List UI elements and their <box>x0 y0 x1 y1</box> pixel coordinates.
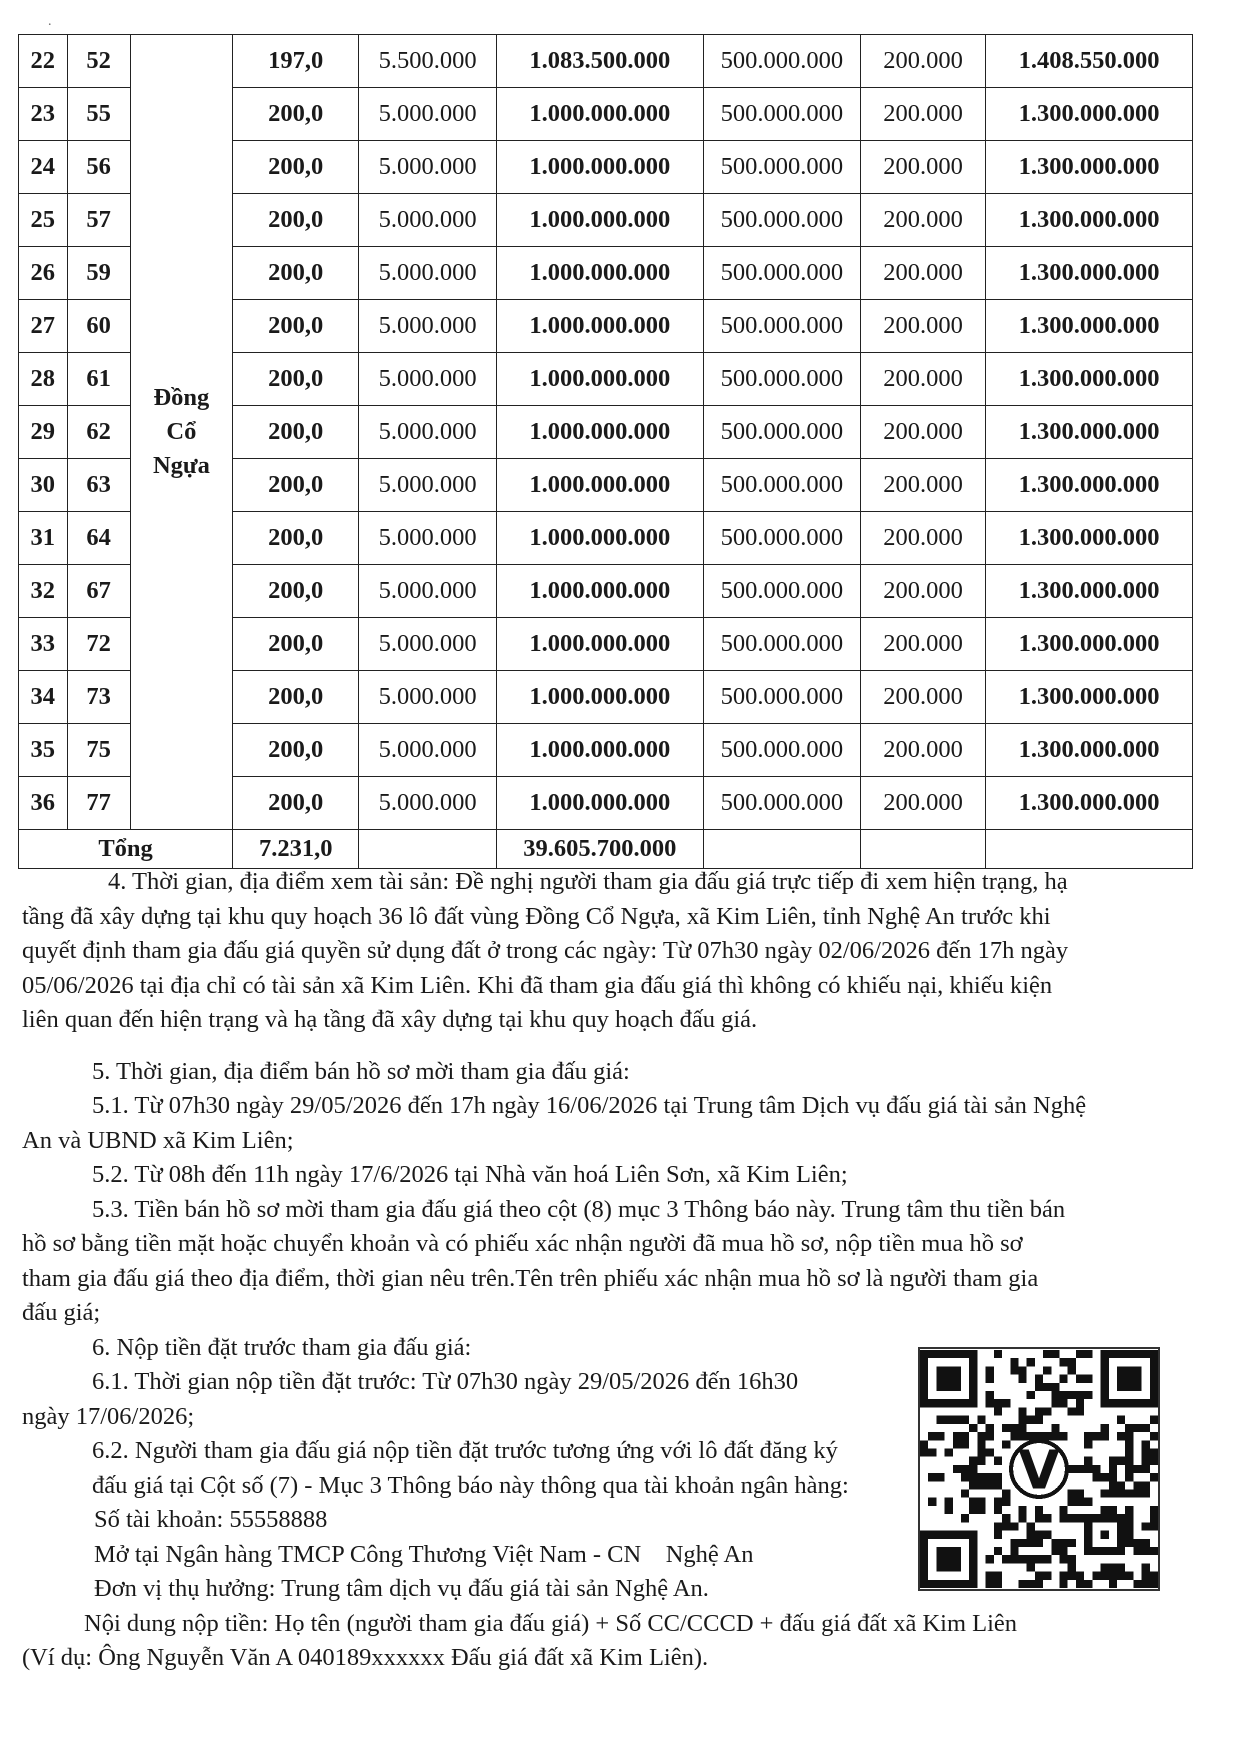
start-price: 1.000.000.000 <box>496 406 703 459</box>
lot-number: 73 <box>67 671 130 724</box>
lot-area: 200,0 <box>233 88 359 141</box>
deposit-amount: 500.000.000 <box>703 618 860 671</box>
deposit-amount: 500.000.000 <box>703 777 860 830</box>
row-number: 24 <box>19 141 68 194</box>
lot-number: 60 <box>67 300 130 353</box>
bank-name-suffix: Nghệ An <box>665 1540 754 1568</box>
dossier-fee: 200.000 <box>860 353 985 406</box>
section-5 <box>0 1055 1238 1331</box>
deposit-amount: 500.000.000 <box>703 88 860 141</box>
row-number: 28 <box>19 353 68 406</box>
beneficiary: Đơn vị thụ hưởng: Trung tâm dịch vụ đấu giá tài sản Nghệ An. <box>94 1575 709 1602</box>
lot-area: 200,0 <box>233 247 359 300</box>
lot-number: 59 <box>67 247 130 300</box>
unit-price: 5.000.000 <box>359 194 497 247</box>
start-price: 1.000.000.000 <box>496 300 703 353</box>
row-number: 27 <box>19 300 68 353</box>
lot-number: 52 <box>67 35 130 88</box>
section-4 <box>0 865 1238 1038</box>
start-price: 1.000.000.000 <box>496 777 703 830</box>
unit-price: 5.000.000 <box>359 512 497 565</box>
lot-area: 200,0 <box>233 565 359 618</box>
lot-area: 197,0 <box>233 35 359 88</box>
total-amount: 1.300.000.000 <box>986 194 1193 247</box>
lot-area: 200,0 <box>233 512 359 565</box>
dossier-fee: 200.000 <box>860 35 985 88</box>
total-amount: 1.300.000.000 <box>986 353 1193 406</box>
bank-name-prefix: Mở tại Ngân hàng TMCP Công Thương Việt Nam - CN <box>94 1540 642 1568</box>
start-price: 1.000.000.000 <box>496 565 703 618</box>
total-amount: 1.300.000.000 <box>986 671 1193 724</box>
total-label: Tổng <box>19 830 233 869</box>
deposit-amount: 500.000.000 <box>703 247 860 300</box>
start-price: 1.000.000.000 <box>496 353 703 406</box>
total-amount: 1.300.000.000 <box>986 406 1193 459</box>
lot-number: 57 <box>67 194 130 247</box>
lot-number: 62 <box>67 406 130 459</box>
lot-number: 77 <box>67 777 130 830</box>
start-price: 1.000.000.000 <box>496 141 703 194</box>
unit-price: 5.000.000 <box>359 88 497 141</box>
section6-1-line: 6.1. Thời gian nộp tiền đặt trước: Từ 07h30 ngày 29/05/2026 đến 16h30 <box>92 1368 799 1395</box>
dossier-fee: 200.000 <box>860 671 985 724</box>
total-amount: 1.300.000.000 <box>986 512 1193 565</box>
section6-1-line: ngày 17/06/2026; <box>22 1402 195 1430</box>
lot-number: 55 <box>67 88 130 141</box>
unit-price: 5.000.000 <box>359 459 497 512</box>
row-number: 23 <box>19 88 68 141</box>
lot-area: 200,0 <box>233 777 359 830</box>
total-amount: 1.300.000.000 <box>986 724 1193 777</box>
section4-line: 05/06/2026 tại địa chỉ có tài sản xã Kim Liên. Khi đã tham gia đấu giá thì không có khiếu nại, khiếu kiện <box>22 971 1053 999</box>
section5-3-line: tham gia đấu giá theo địa điểm, thời gian nêu trên.Tên trên phiếu xác nhận mua hồ sơ là người tham gia <box>22 1264 1039 1292</box>
lot-number: 67 <box>67 565 130 618</box>
section6-2-line: 6.2. Người tham gia đấu giá nộp tiền đặt trước tương ứng với lô đất đăng ký <box>92 1437 838 1464</box>
section5-2-line: 5.2. Từ 08h đến 11h ngày 17/6/2026 tại Nhà văn hoá Liên Sơn, xã Kim Liên; <box>92 1161 848 1188</box>
row-number: 30 <box>19 459 68 512</box>
unit-price: 5.000.000 <box>359 777 497 830</box>
total-amount: 1.300.000.000 <box>986 618 1193 671</box>
scan-mark: . <box>48 14 52 29</box>
start-price: 1.000.000.000 <box>496 247 703 300</box>
qr-code-graphic <box>920 1349 1158 1589</box>
start-price: 1.000.000.000 <box>496 618 703 671</box>
total-amount: 1.300.000.000 <box>986 565 1193 618</box>
lot-area: 200,0 <box>233 671 359 724</box>
total-row <box>19 830 1193 869</box>
payment-content-line: Nội dung nộp tiền: Họ tên (người tham gia đấu giá) + Số CC/CCCD + đấu giá đất xã Kim Liên <box>84 1609 1018 1637</box>
lot-number: 75 <box>67 724 130 777</box>
deposit-amount: 500.000.000 <box>703 141 860 194</box>
qr-logo-letter: V <box>1018 1438 1060 1502</box>
total-amount: 1.300.000.000 <box>986 300 1193 353</box>
section5-3-line: đấu giá; <box>22 1299 101 1326</box>
deposit-amount: 500.000.000 <box>703 459 860 512</box>
dossier-fee: 200.000 <box>860 406 985 459</box>
dossier-fee: 200.000 <box>860 618 985 671</box>
total-amount: 1.300.000.000 <box>986 777 1193 830</box>
lot-area: 200,0 <box>233 406 359 459</box>
area-name-cell <box>130 35 232 830</box>
unit-price: 5.500.000 <box>359 35 497 88</box>
lot-area: 200,0 <box>233 618 359 671</box>
deposit-amount: 500.000.000 <box>703 353 860 406</box>
total-amount: 1.300.000.000 <box>986 141 1193 194</box>
total-amount: 1.300.000.000 <box>986 459 1193 512</box>
lot-number: 72 <box>67 618 130 671</box>
lot-area: 200,0 <box>233 724 359 777</box>
start-price: 1.000.000.000 <box>496 724 703 777</box>
dossier-fee: 200.000 <box>860 777 985 830</box>
dossier-fee: 200.000 <box>860 300 985 353</box>
lot-number: 64 <box>67 512 130 565</box>
start-price: 1.083.500.000 <box>496 35 703 88</box>
section5-3-line: hồ sơ bằng tiền mặt hoặc chuyển khoản và có phiếu xác nhận người đã mua hồ sơ, nộp tiền mua hồ sơ <box>22 1230 1023 1257</box>
unit-price: 5.000.000 <box>359 671 497 724</box>
unit-price: 5.000.000 <box>359 300 497 353</box>
row-number: 34 <box>19 671 68 724</box>
payment-content-line: (Ví dụ: Ông Nguyễn Văn A 040189xxxxxx Đấu giá đất xã Kim Liên). <box>22 1644 709 1671</box>
start-price: 1.000.000.000 <box>496 459 703 512</box>
unit-price: 5.000.000 <box>359 618 497 671</box>
lot-area: 200,0 <box>233 459 359 512</box>
total-empty-cell <box>703 830 860 869</box>
dossier-fee: 200.000 <box>860 88 985 141</box>
total-amount: 1.300.000.000 <box>986 88 1193 141</box>
start-price: 1.000.000.000 <box>496 88 703 141</box>
lot-area: 200,0 <box>233 141 359 194</box>
section6-heading: 6. Nộp tiền đặt trước tham gia đấu giá: <box>92 1333 472 1361</box>
total-empty-cell <box>860 830 985 869</box>
deposit-amount: 500.000.000 <box>703 406 860 459</box>
unit-price: 5.000.000 <box>359 724 497 777</box>
lot-area: 200,0 <box>233 300 359 353</box>
payment-content <box>0 1607 1238 1676</box>
row-number: 25 <box>19 194 68 247</box>
dossier-fee: 200.000 <box>860 512 985 565</box>
deposit-amount: 500.000.000 <box>703 724 860 777</box>
total-amount: 1.408.550.000 <box>986 35 1193 88</box>
deposit-amount: 500.000.000 <box>703 671 860 724</box>
total-empty-cell <box>986 830 1193 869</box>
dossier-fee: 200.000 <box>860 459 985 512</box>
section6-2-line: đấu giá tại Cột số (7) - Mục 3 Thông báo này thông qua tài khoản ngân hàng: <box>92 1471 849 1499</box>
qr-code-icon[interactable] <box>918 1347 1160 1591</box>
row-number: 31 <box>19 512 68 565</box>
section5-3-line: 5.3. Tiền bán hồ sơ mời tham gia đấu giá theo cột (8) mục 3 Thông báo này. Trung tâm thu tiền bán <box>92 1195 1066 1223</box>
unit-price: 5.000.000 <box>359 247 497 300</box>
lot-number: 63 <box>67 459 130 512</box>
area-name-word: Ngựa <box>152 452 210 479</box>
total-empty-cell <box>359 830 497 869</box>
unit-price: 5.000.000 <box>359 565 497 618</box>
row-number: 22 <box>19 35 68 88</box>
section5-heading: 5. Thời gian, địa điểm bán hồ sơ mời tham gia đấu giá: <box>92 1057 630 1085</box>
dossier-fee: 200.000 <box>860 724 985 777</box>
row-number: 33 <box>19 618 68 671</box>
section4-line: liên quan đến hiện trạng và hạ tầng đã xây dựng tại khu quy hoạch đấu giá. <box>22 1006 758 1033</box>
start-price: 1.000.000.000 <box>496 671 703 724</box>
lot-area: 200,0 <box>233 194 359 247</box>
start-price: 1.000.000.000 <box>496 512 703 565</box>
deposit-amount: 500.000.000 <box>703 194 860 247</box>
section4-line: 4. Thời gian, địa điểm xem tài sản: Đề nghị người tham gia đấu giá trực tiếp đi xem hiện trạng, hạ <box>108 868 1068 895</box>
dossier-fee: 200.000 <box>860 565 985 618</box>
lot-number: 56 <box>67 141 130 194</box>
total-amount: 1.300.000.000 <box>986 247 1193 300</box>
deposit-amount: 500.000.000 <box>703 300 860 353</box>
dossier-fee: 200.000 <box>860 194 985 247</box>
auction-lot-table <box>18 34 1193 869</box>
account-number: Số tài khoản: 55558888 <box>94 1506 328 1533</box>
start-price: 1.000.000.000 <box>496 194 703 247</box>
lot-number: 61 <box>67 353 130 406</box>
section5-1-line: An và UBND xã Kim Liên; <box>22 1126 294 1154</box>
row-number: 35 <box>19 724 68 777</box>
row-number: 32 <box>19 565 68 618</box>
section4-line: tầng đã xây dựng tại khu quy hoạch 36 lô đất vùng Đồng Cổ Ngựa, xã Kim Liên, tỉnh Nghệ An trước khi <box>22 902 1051 930</box>
dossier-fee: 200.000 <box>860 141 985 194</box>
lot-area: 200,0 <box>233 353 359 406</box>
area-name-word: Đồng <box>153 384 210 411</box>
section5-1-line: 5.1. Từ 07h30 ngày 29/05/2026 đến 17h ngày 16/06/2026 tại Trung tâm Dịch vụ đấu giá tài sản Nghệ <box>92 1092 1087 1119</box>
deposit-amount: 500.000.000 <box>703 35 860 88</box>
row-number: 29 <box>19 406 68 459</box>
unit-price: 5.000.000 <box>359 406 497 459</box>
row-number: 36 <box>19 777 68 830</box>
unit-price: 5.000.000 <box>359 141 497 194</box>
total-start-price: 39.605.700.000 <box>496 830 703 869</box>
deposit-amount: 500.000.000 <box>703 565 860 618</box>
row-number: 26 <box>19 247 68 300</box>
total-area: 7.231,0 <box>233 830 359 869</box>
section4-line: quyết định tham gia đấu giá quyền sử dụng đất ở trong các ngày: Từ 07h30 ngày 02/06/2026 đến 17h ngày <box>22 937 1069 964</box>
deposit-amount: 500.000.000 <box>703 512 860 565</box>
unit-price: 5.000.000 <box>359 353 497 406</box>
table-row <box>19 35 1193 88</box>
dossier-fee: 200.000 <box>860 247 985 300</box>
area-name-word: Cổ <box>166 418 197 445</box>
